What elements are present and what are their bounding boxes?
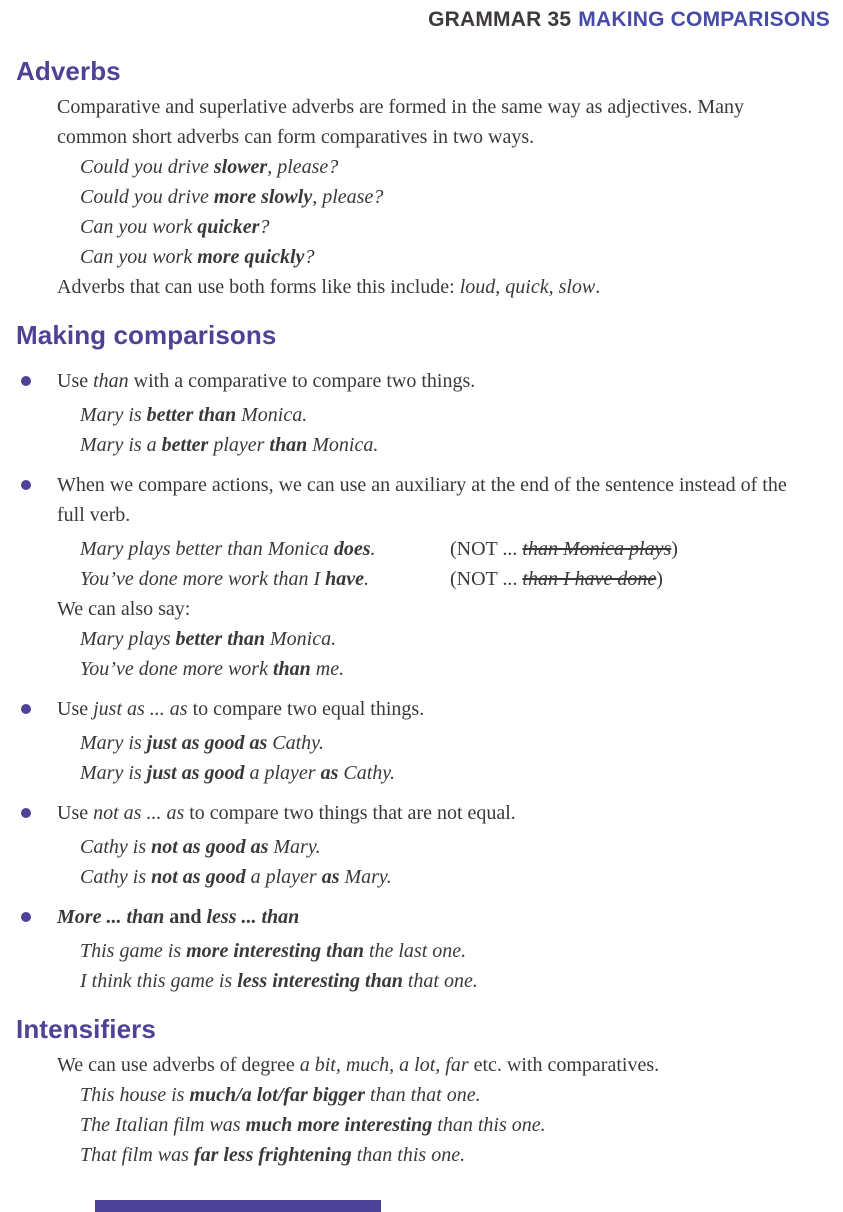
- text-run: a player: [244, 762, 321, 784]
- example-sentence: [80, 1140, 810, 1170]
- text-run: than this one.: [351, 1144, 466, 1166]
- text-run: to compare two things that are not equal.: [184, 802, 516, 824]
- section-heading-intensifiers: Intensifiers: [16, 1014, 156, 1044]
- paragraph: [57, 594, 807, 624]
- paragraph: [57, 272, 807, 302]
- header-grammar-number: GRAMMAR 35: [428, 8, 572, 31]
- example-sentence: [80, 212, 810, 242]
- text-run: more interesting than: [186, 940, 364, 962]
- page-header: [0, 0, 843, 32]
- text-run: than: [272, 658, 311, 680]
- example-sentence: [80, 758, 810, 788]
- header-unit-title: MAKING COMPARISONS: [578, 8, 830, 31]
- text-run: a player: [245, 866, 322, 888]
- text-run: than: [269, 434, 308, 456]
- example-sentence: [80, 430, 810, 460]
- section-heading-making-comparisons: Making comparisons: [16, 320, 277, 350]
- text-run: That film was: [80, 1144, 194, 1166]
- example-sentence: [80, 936, 810, 966]
- example-sentence: [80, 182, 810, 212]
- text-run: .: [364, 568, 370, 590]
- text-run: much more interesting: [245, 1114, 433, 1136]
- section-heading-adverbs: Adverbs: [16, 56, 121, 86]
- text-run: than I have done: [522, 568, 657, 590]
- text-run: (NOT ...: [450, 568, 523, 590]
- negative-example-note: [450, 534, 843, 564]
- text-run: Mary plays better than Monica: [80, 538, 334, 560]
- text-run: Cathy is: [80, 866, 152, 888]
- section-intensifiers: [0, 1014, 843, 1170]
- text-run: than this one.: [432, 1114, 546, 1136]
- example-with-note: [80, 534, 843, 564]
- text-run: You’ve done more work than I: [80, 568, 326, 590]
- text-run: more quickly: [197, 246, 305, 268]
- text-run: When we compare actions, we can use an auxiliary at the end of the sentence instead of the full verb.: [57, 474, 792, 526]
- negative-example-note: [450, 564, 843, 594]
- bullet-item: [57, 798, 789, 828]
- section-blocks: [0, 1050, 843, 1170]
- bullet-item: [57, 366, 789, 396]
- example-sentence: [80, 564, 450, 594]
- text-run: just as good: [146, 762, 245, 784]
- text-run: that one.: [402, 970, 478, 992]
- text-run: have: [325, 568, 365, 590]
- paragraph: [57, 1050, 807, 1080]
- text-run: Use: [57, 370, 94, 392]
- text-run: Mary is a: [80, 434, 162, 456]
- text-run: Mary.: [339, 866, 392, 888]
- text-run: player: [208, 434, 270, 456]
- example-sentence: [80, 624, 810, 654]
- bullet-icon: [21, 480, 31, 490]
- bullet-icon: [21, 376, 31, 386]
- text-run: Mary is: [80, 404, 147, 426]
- text-run: Adverbs that can use both forms like this include:: [57, 276, 460, 298]
- text-run: , please?: [267, 156, 339, 178]
- text-run: the last one.: [363, 940, 467, 962]
- text-run: Monica.: [307, 434, 379, 456]
- text-run: The Italian film was: [80, 1114, 246, 1136]
- text-run: than that one.: [365, 1084, 481, 1106]
- text-run: loud, quick, slow: [459, 276, 596, 298]
- bullet-icon: [21, 704, 31, 714]
- text-run: This game is: [80, 940, 187, 962]
- text-run: and: [164, 906, 207, 928]
- text-run: with a comparative to compare two things.: [128, 370, 476, 392]
- example-sentence: [80, 862, 810, 892]
- example-sentence: [80, 242, 810, 272]
- section-blocks: [0, 366, 843, 996]
- text-run: Can you work: [80, 216, 198, 238]
- text-run: as: [321, 866, 340, 888]
- example-sentence: [80, 400, 810, 430]
- text-run: than: [93, 370, 129, 392]
- text-run: to compare two equal things.: [187, 698, 425, 720]
- example-sentence: [80, 1110, 810, 1140]
- text-run: not as ... as: [93, 802, 185, 824]
- text-run: less ... than: [206, 906, 300, 928]
- example-sentence: [80, 152, 810, 182]
- text-run: not as good: [151, 866, 246, 888]
- bullet-item: [57, 694, 789, 724]
- text-run: me.: [310, 658, 345, 680]
- text-run: Cathy is: [80, 836, 152, 858]
- example-sentence: [80, 966, 810, 996]
- text-run: (NOT ...: [450, 538, 523, 560]
- example-sentence: [80, 832, 810, 862]
- text-run: Could you drive: [80, 186, 214, 208]
- text-run: quicker: [197, 216, 260, 238]
- text-run: Mary is: [80, 732, 147, 754]
- example-sentence: [80, 654, 810, 684]
- text-run: Could you drive: [80, 156, 214, 178]
- text-run: ): [656, 568, 663, 590]
- example-sentence: [80, 728, 810, 758]
- text-run: .: [595, 276, 601, 298]
- text-run: far less frightening: [193, 1144, 352, 1166]
- page-content: [0, 56, 843, 1170]
- bullet-icon: [21, 808, 31, 818]
- text-run: better than: [146, 404, 237, 426]
- bullet-item: [57, 470, 792, 530]
- text-run: just as ... as: [93, 698, 188, 720]
- text-run: less interesting than: [237, 970, 403, 992]
- text-run: than Monica plays: [522, 538, 672, 560]
- text-run: better: [161, 434, 209, 456]
- text-run: ?: [304, 246, 315, 268]
- bullet-item: [57, 902, 789, 932]
- example-sentence: [80, 534, 450, 564]
- text-run: just as good as: [146, 732, 268, 754]
- text-run: Mary plays: [80, 628, 176, 650]
- text-run: Monica.: [236, 404, 308, 426]
- text-run: Mary.: [268, 836, 321, 858]
- text-run: .: [370, 538, 376, 560]
- text-run: etc. with comparatives.: [468, 1054, 660, 1076]
- text-run: a bit, much, a lot, far: [299, 1054, 469, 1076]
- text-run: You’ve done more work: [80, 658, 273, 680]
- text-run: better than: [175, 628, 265, 650]
- text-run: Mary is: [80, 762, 147, 784]
- text-run: not as good as: [151, 836, 269, 858]
- section-blocks: [0, 92, 843, 302]
- text-run: More ... than: [57, 906, 165, 928]
- text-run: Use: [57, 802, 94, 824]
- text-run: Monica.: [265, 628, 337, 650]
- bullet-icon: [21, 912, 31, 922]
- example-sentence: [80, 1080, 810, 1110]
- text-run: slower: [213, 156, 268, 178]
- text-run: more slowly: [213, 186, 313, 208]
- paragraph: [57, 92, 807, 152]
- text-run: Cathy.: [267, 732, 324, 754]
- text-run: Cathy.: [338, 762, 396, 784]
- text-run: Can you work: [80, 246, 198, 268]
- text-run: much/a lot/far bigger: [189, 1084, 366, 1106]
- text-run: does: [333, 538, 371, 560]
- text-run: We can also say:: [57, 598, 191, 620]
- text-run: , please?: [312, 186, 384, 208]
- text-run: ?: [259, 216, 270, 238]
- text-run: as: [320, 762, 339, 784]
- text-run: We can use adverbs of degree: [57, 1054, 300, 1076]
- text-run: This house is: [80, 1084, 190, 1106]
- footer-bar: [95, 1200, 381, 1212]
- example-with-note: [80, 564, 843, 594]
- section-adverbs: [0, 56, 843, 302]
- text-run: ): [671, 538, 678, 560]
- text-run: Comparative and superlative adverbs are formed in the same way as adjectives. Many common short adverbs can form comparatives in two ways.: [57, 96, 749, 148]
- text-run: I think this game is: [80, 970, 238, 992]
- text-run: Use: [57, 698, 94, 720]
- section-making-comparisons: [0, 320, 843, 996]
